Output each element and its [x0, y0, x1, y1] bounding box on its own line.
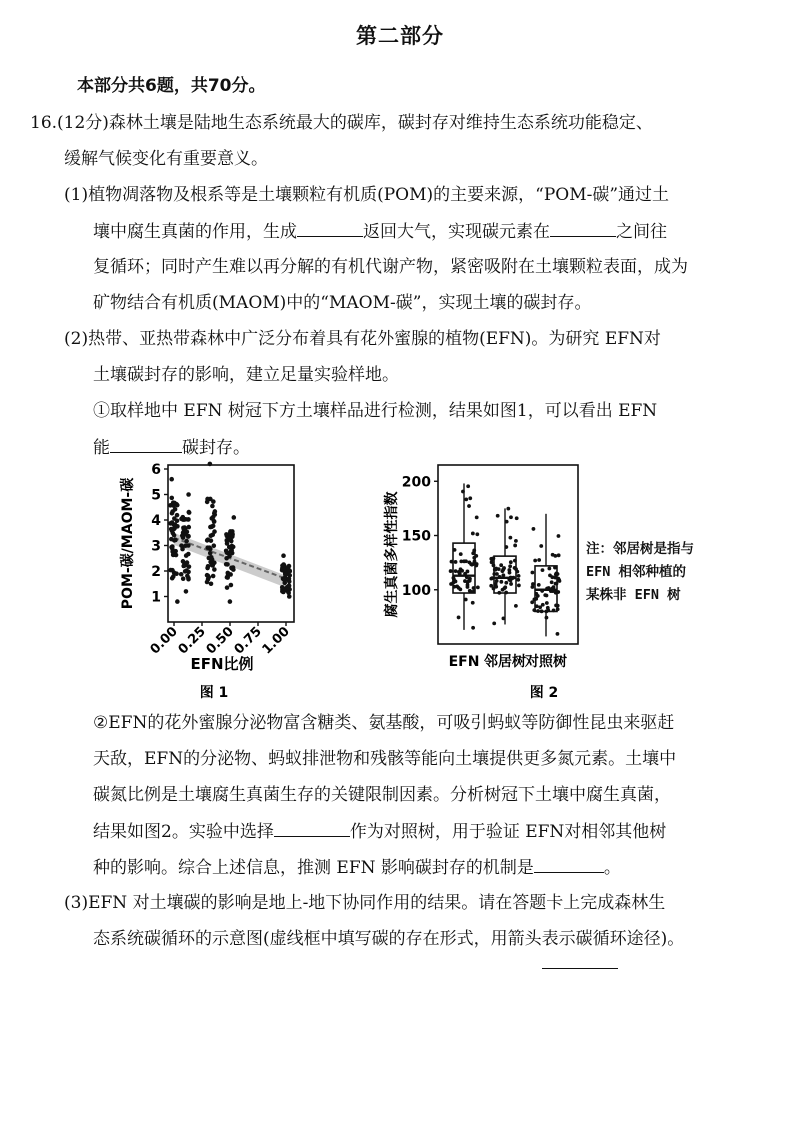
- data-point: [472, 590, 476, 594]
- data-point: [514, 604, 518, 608]
- data-point: [558, 579, 562, 583]
- data-point: [212, 519, 217, 524]
- data-point: [184, 539, 189, 544]
- data-point: [211, 515, 216, 520]
- data-point: [557, 553, 561, 557]
- data-point: [554, 603, 558, 607]
- q16-part2-sub1-line-1: ①取样地中 EFN 树冠下方土壤样品进行检测，结果如图1，可以看出 EFN: [93, 401, 658, 421]
- q16-part2-line-2: 土壤碳封存的影响，建立足量实验样地。: [93, 365, 399, 385]
- data-point: [210, 504, 215, 509]
- data-point: [453, 548, 457, 552]
- data-point: [225, 585, 230, 590]
- data-point: [212, 560, 217, 565]
- data-point: [457, 616, 461, 620]
- data-point: [464, 498, 468, 502]
- q16-part1-line-3: 复循环；同时产生难以再分解的有机代谢产物，紧密吸附在土壤颗粒表面，成为: [93, 257, 688, 277]
- data-point: [545, 594, 549, 598]
- data-point: [281, 590, 286, 595]
- data-point: [171, 574, 176, 579]
- data-point: [287, 576, 292, 581]
- data-point: [492, 556, 496, 560]
- trailing-answer-line: [542, 968, 618, 969]
- q16-part2-sub2-line-5: [93, 854, 621, 881]
- data-point: [205, 580, 210, 585]
- data-point: [509, 582, 513, 586]
- section-intro: 本部分共6题，共70分。: [77, 76, 266, 96]
- answer-blank-5[interactable]: [534, 854, 604, 873]
- data-point: [545, 587, 549, 591]
- data-point: [170, 520, 175, 525]
- data-point: [168, 568, 173, 573]
- section-title: 第二部分: [356, 24, 444, 48]
- data-point: [180, 515, 185, 520]
- data-point: [556, 590, 560, 594]
- data-point: [169, 537, 174, 542]
- q16-part2-line-1: (2)热带、亚热带森林中广泛分布着具有花外蜜腺的植物(EFN)。为研究 EFN对: [64, 329, 661, 349]
- q16-part2-sub1-text-b: 碳封存。: [182, 438, 250, 458]
- data-point: [530, 571, 534, 575]
- category-label: 对照树: [525, 654, 567, 670]
- data-point: [186, 492, 191, 497]
- data-point: [540, 609, 544, 613]
- data-point: [171, 500, 176, 505]
- data-point: [205, 497, 210, 502]
- data-point: [475, 515, 479, 519]
- q16-part3-line-1: (3)EFN 对土壤碳的影响是地上-地下协同作用的结果。请在答题卡上完成森林生: [64, 893, 666, 913]
- data-point: [499, 580, 503, 584]
- answer-blank-2[interactable]: [550, 218, 616, 237]
- q16-part1-line-4: 矿物结合有机质(MAOM)中的“MAOM-碳”，实现土壤的碳封存。: [93, 293, 592, 313]
- y-tick-label: 150: [401, 528, 431, 545]
- data-point: [213, 509, 218, 514]
- data-point: [468, 589, 472, 593]
- y-tick-label: 1: [151, 589, 161, 606]
- data-point: [550, 580, 554, 584]
- data-point: [205, 566, 210, 571]
- q16-part3-line-2: 态系统碳循环的示意图(虚线框中填写碳的存在形式，用箭头表示碳循环途径)。: [93, 929, 685, 949]
- y-axis-label: 腐生真菌多样性指数: [384, 491, 400, 618]
- data-point: [184, 589, 189, 594]
- data-point: [504, 581, 508, 585]
- data-point: [287, 569, 292, 574]
- data-point: [532, 598, 536, 602]
- data-point: [556, 632, 560, 636]
- data-point: [227, 545, 232, 550]
- data-point: [551, 589, 555, 593]
- data-point: [184, 568, 189, 573]
- data-point: [539, 544, 543, 548]
- answer-blank-4[interactable]: [274, 818, 350, 837]
- data-point: [224, 562, 229, 567]
- data-point: [546, 606, 550, 610]
- data-point: [209, 538, 214, 543]
- data-point: [538, 605, 542, 609]
- data-point: [449, 582, 453, 586]
- data-point: [502, 617, 506, 621]
- y-tick-label: 200: [401, 474, 431, 491]
- data-point: [472, 549, 476, 553]
- data-point: [207, 575, 212, 580]
- data-point: [501, 573, 505, 577]
- data-point: [169, 477, 174, 482]
- data-point: [509, 560, 513, 564]
- x-tick-label: 0.75: [231, 624, 265, 658]
- data-point: [504, 545, 508, 549]
- data-point: [182, 528, 187, 533]
- data-point: [514, 539, 518, 543]
- data-point: [464, 598, 468, 602]
- data-point: [466, 570, 470, 574]
- x-tick-label: 0.50: [203, 624, 237, 658]
- data-point: [531, 582, 535, 586]
- q16-part2-sub2-line-4: [93, 818, 666, 845]
- x-tick-label: 1.00: [259, 624, 293, 658]
- data-point: [208, 551, 213, 556]
- figure-note-line-1: 注：邻居树是指与: [586, 541, 694, 557]
- data-point: [466, 484, 470, 488]
- data-point: [185, 574, 190, 579]
- data-point: [537, 558, 541, 562]
- figure-2-boxplot: [380, 455, 595, 705]
- data-point: [179, 572, 184, 577]
- y-tick-label: 2: [151, 564, 161, 580]
- data-point: [532, 608, 536, 612]
- data-point: [533, 559, 537, 563]
- x-tick-label: 0.25: [175, 624, 209, 658]
- data-point: [535, 604, 539, 608]
- data-point: [541, 568, 545, 572]
- data-point: [470, 563, 474, 567]
- q16-part2-sub1-text-a: 能: [93, 438, 110, 458]
- data-point: [490, 576, 494, 580]
- data-point: [211, 543, 216, 548]
- data-point: [506, 507, 510, 511]
- q16-part2-sub2-text-c: 种的影响。综合上述信息，推测 EFN 影响碳封存的机制是: [93, 858, 534, 878]
- figure-note-line-2: EFN 相邻种植的: [586, 564, 687, 580]
- q16-part1-text-b: 返回大气，实现碳元素在: [363, 222, 550, 242]
- data-point: [547, 567, 551, 571]
- data-point: [169, 496, 174, 501]
- data-point: [282, 578, 287, 583]
- data-point: [494, 567, 498, 571]
- data-point: [556, 572, 560, 576]
- category-label: EFN: [448, 654, 480, 670]
- q16-part1-text-a: 壤中腐生真菌的作用，生成: [93, 222, 297, 242]
- data-point: [536, 594, 540, 598]
- y-tick-label: 5: [151, 487, 161, 504]
- data-point: [550, 575, 554, 579]
- data-point: [457, 570, 461, 574]
- q16-line-1: 16.(12分)森林土壤是陆地生态系统最大的碳库，碳封存对维持生态系统功能稳定、: [30, 113, 653, 133]
- data-point: [211, 574, 216, 579]
- data-point: [471, 626, 475, 630]
- data-point: [475, 532, 479, 536]
- data-point: [180, 547, 185, 552]
- data-point: [461, 490, 465, 494]
- data-point: [492, 621, 496, 625]
- data-point: [497, 591, 501, 595]
- data-point: [540, 589, 544, 593]
- data-point: [286, 591, 291, 596]
- data-point: [513, 559, 517, 563]
- data-point: [229, 566, 234, 571]
- data-point: [462, 559, 466, 563]
- data-point: [452, 585, 456, 589]
- data-point: [449, 569, 453, 573]
- x-axis-label: EFN比例: [190, 655, 254, 673]
- data-point: [232, 515, 237, 520]
- data-point: [508, 564, 512, 568]
- data-point: [225, 571, 230, 576]
- data-point: [496, 514, 500, 518]
- data-point: [225, 550, 230, 555]
- data-point: [467, 504, 471, 508]
- q16-part1-line-2: [93, 218, 667, 245]
- data-point: [536, 609, 540, 613]
- data-point: [515, 570, 519, 574]
- data-point: [281, 562, 286, 567]
- data-point: [181, 576, 186, 581]
- data-point: [517, 574, 521, 578]
- data-point: [450, 560, 454, 564]
- data-point: [503, 585, 507, 589]
- answer-blank-3[interactable]: [110, 434, 182, 453]
- data-point: [545, 601, 549, 605]
- figure-2-caption: 图 2: [529, 685, 559, 701]
- q16-part2-sub2-line-3: 碳氮比例是土壤腐生真菌生存的关键限制因素。分析树冠下土壤中腐生真菌，: [93, 785, 671, 805]
- data-point: [169, 527, 174, 532]
- data-point: [175, 599, 180, 604]
- data-point: [458, 587, 462, 591]
- data-point: [184, 553, 189, 558]
- data-point: [211, 499, 216, 504]
- data-point: [492, 572, 496, 576]
- q16-part2-sub2-text-a: 结果如图2。实验中选择: [93, 822, 274, 842]
- data-point: [515, 516, 519, 520]
- data-point: [513, 544, 517, 548]
- x-tick-label: 0.00: [147, 624, 181, 658]
- data-point: [507, 568, 511, 572]
- data-point: [498, 575, 502, 579]
- data-point: [210, 524, 215, 529]
- category-label: 邻居树: [484, 654, 526, 670]
- data-point: [557, 534, 561, 538]
- data-point: [181, 564, 186, 569]
- y-tick-label: 3: [151, 538, 161, 555]
- data-point: [229, 549, 234, 554]
- data-point: [517, 584, 521, 588]
- q16-part2-sub2-line-2: 天敌，EFN的分泌物、蚂蚁排泄物和残骸等能向土壤提供更多氮元素。土壤中: [93, 749, 677, 769]
- data-point: [186, 525, 191, 530]
- data-point: [467, 579, 471, 583]
- data-point: [537, 583, 541, 587]
- q16-part1-text-c: 之间往: [616, 222, 667, 242]
- data-point: [471, 601, 475, 605]
- y-tick-label: 4: [151, 513, 161, 529]
- data-point: [504, 591, 508, 595]
- data-point: [475, 562, 479, 566]
- data-point: [545, 616, 549, 620]
- data-point: [476, 585, 480, 589]
- y-tick-label: 6: [151, 462, 161, 478]
- data-point: [281, 553, 286, 558]
- data-point: [212, 567, 217, 572]
- data-point: [466, 583, 470, 587]
- data-point: [452, 578, 456, 582]
- data-point: [459, 552, 463, 556]
- data-point: [509, 515, 513, 519]
- data-point: [552, 608, 556, 612]
- data-point: [205, 545, 210, 550]
- figure-1-caption: 图 1: [199, 685, 229, 701]
- data-point: [187, 510, 192, 515]
- data-point: [175, 518, 180, 523]
- data-point: [230, 534, 235, 539]
- data-point: [208, 462, 213, 467]
- q16-part2-sub2-line-1: ②EFN的花外蜜腺分泌物富含糖类、氨基酸，可吸引蚂蚁等防御性昆虫来驱赶: [93, 713, 675, 733]
- data-point: [499, 563, 503, 567]
- q16-part2-sub2-text-b: 作为对照树，用于验证 EFN对相邻其他树: [349, 822, 667, 842]
- data-point: [454, 569, 458, 573]
- q16-line-2: 缓解气候变化有重要意义。: [64, 149, 268, 169]
- data-point: [500, 569, 504, 573]
- figure-1-scatter: [118, 455, 318, 705]
- data-point: [175, 513, 180, 518]
- data-point: [509, 576, 513, 580]
- data-point: [183, 532, 188, 537]
- data-point: [553, 554, 557, 558]
- q16-part2-sub2-text-d: 。: [603, 858, 621, 878]
- y-axis-label: POM-碳/MAOM-碳: [120, 477, 136, 610]
- data-point: [556, 607, 560, 611]
- y-tick-label: 100: [401, 582, 431, 599]
- data-point: [505, 520, 509, 524]
- data-point: [465, 575, 469, 579]
- data-point: [225, 575, 230, 580]
- data-point: [454, 560, 458, 564]
- data-point: [287, 583, 292, 588]
- data-point: [495, 579, 499, 583]
- data-point: [171, 553, 176, 558]
- data-point: [474, 554, 478, 558]
- data-point: [516, 578, 520, 582]
- data-point: [489, 584, 493, 588]
- data-point: [210, 532, 215, 537]
- data-point: [471, 532, 475, 536]
- data-point: [209, 581, 214, 586]
- data-point: [532, 527, 536, 531]
- data-point: [508, 536, 512, 540]
- data-point: [173, 507, 178, 512]
- answer-blank-1[interactable]: [297, 218, 363, 237]
- data-point: [472, 586, 476, 590]
- q16-part1-line-1: (1)植物凋落物及根系等是土壤颗粒有机质(POM)的主要来源，“POM-碳”通过土: [64, 185, 670, 205]
- data-point: [173, 538, 178, 543]
- figure-note-line-3: 某株非 EFN 树: [586, 587, 681, 603]
- data-point: [468, 496, 472, 500]
- data-point: [228, 599, 233, 604]
- data-point: [229, 583, 234, 588]
- data-point: [553, 566, 557, 570]
- data-point: [555, 582, 559, 586]
